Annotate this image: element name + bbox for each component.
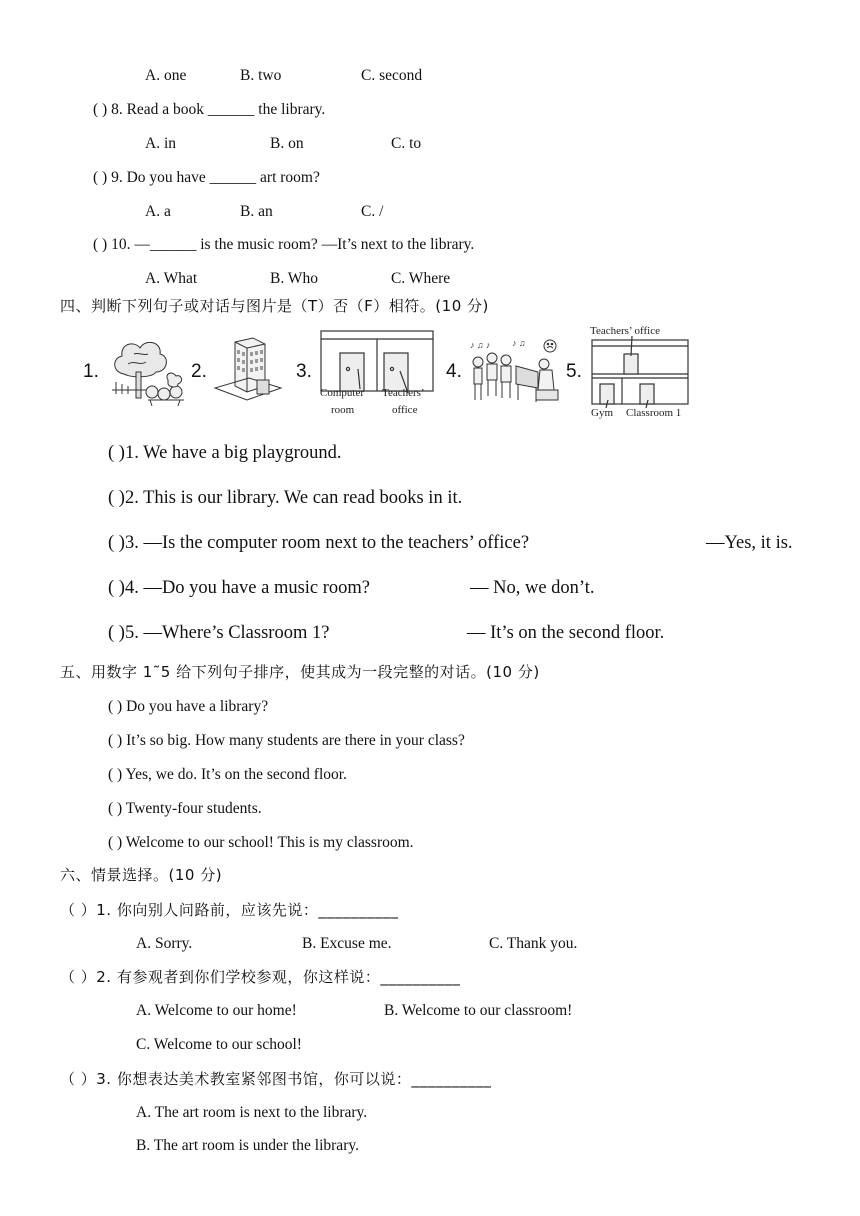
picture-number-4: 4. bbox=[446, 361, 462, 382]
q7-option-a: A. one bbox=[145, 67, 187, 84]
building-picture bbox=[213, 336, 283, 404]
part6-q1-option-a: A. Sorry. bbox=[136, 935, 193, 952]
part4-item-4-answer: — No, we don’t. bbox=[470, 578, 595, 598]
part5-item-1: ( ) Do you have a library? bbox=[108, 698, 269, 715]
q9-option-c: C. / bbox=[361, 203, 384, 220]
part6-q2-option-b: B. Welcome to our classroom! bbox=[384, 1002, 573, 1019]
rooms-picture bbox=[318, 329, 438, 419]
q8-option-b: B. on bbox=[270, 135, 304, 152]
q10-question: ( ) 10. —______ is the music room? —It’s next to the library. bbox=[93, 236, 475, 253]
part6-q3: （ ）3. 你想表达美术教室紧邻图书馆，你可以说：__________ bbox=[60, 1070, 492, 1088]
pic3-label-office: office bbox=[392, 404, 418, 416]
trees-picture bbox=[108, 334, 190, 408]
part4-heading: 四、判断下列句子或对话与图片是（T）否（F）相符。(10 分) bbox=[60, 297, 489, 315]
pic3-label-room: room bbox=[331, 404, 355, 416]
q8-option-a: A. in bbox=[145, 135, 176, 152]
picture-number-3: 3. bbox=[296, 361, 312, 382]
part4-item-5: ( )5. —Where’s Classroom 1? bbox=[108, 623, 330, 643]
q9-option-b: B. an bbox=[240, 203, 273, 220]
q7-option-c: C. second bbox=[361, 67, 423, 84]
q8-option-c: C. to bbox=[391, 135, 422, 152]
part6-q1-option-c: C. Thank you. bbox=[489, 935, 578, 952]
pic5-label-classroom: Classroom 1 bbox=[626, 407, 682, 419]
music-picture bbox=[466, 336, 562, 408]
part4-item-5-answer: — It’s on the second floor. bbox=[467, 623, 665, 643]
part6-q1-option-b: B. Excuse me. bbox=[302, 935, 392, 952]
part5-item-3: ( ) Yes, we do. It’s on the second floor. bbox=[108, 766, 347, 783]
picture-number-2: 2. bbox=[191, 361, 207, 382]
part6-q3-option-a: A. The art room is next to the library. bbox=[136, 1104, 368, 1121]
svg-text:♪ ♫ ♪: ♪ ♫ ♪ bbox=[470, 340, 491, 350]
part6-q3-option-b: B. The art room is under the library. bbox=[136, 1137, 359, 1154]
pic5-label-gym: Gym bbox=[591, 407, 613, 419]
pic3-label-teachers: Teachers’ bbox=[382, 387, 425, 399]
part4-item-2: ( )2. This is our library. We can read books in it. bbox=[108, 488, 463, 508]
q10-option-a: A. What bbox=[145, 270, 198, 287]
q10-option-c: C. Where bbox=[391, 270, 451, 287]
q9-option-a: A. a bbox=[145, 203, 171, 220]
q10-option-b: B. Who bbox=[270, 270, 318, 287]
part6-q2-option-a: A. Welcome to our home! bbox=[136, 1002, 297, 1019]
part4-item-4: ( )4. —Do you have a music room? bbox=[108, 578, 371, 598]
part6-q2-option-c: C. Welcome to our school! bbox=[136, 1036, 302, 1053]
q9-question: ( ) 9. Do you have ______ art room? bbox=[93, 169, 320, 186]
part4-item-3: ( )3. —Is the computer room next to the teachers’ office? bbox=[108, 533, 530, 553]
part4-item-3-answer: —Yes, it is. bbox=[706, 533, 793, 553]
part6-q2: （ ）2. 有参观者到你们学校参观，你这样说：__________ bbox=[60, 968, 461, 986]
part6-heading: 六、情景选择。(10 分) bbox=[60, 866, 223, 884]
svg-text:♪ ♫: ♪ ♫ bbox=[512, 338, 526, 348]
q7-option-b: B. two bbox=[240, 67, 282, 84]
part5-item-4: ( ) Twenty-four students. bbox=[108, 800, 262, 817]
part5-heading: 五、用数字 1˜5 给下列句子排序，使其成为一段完整的对话。(10 分) bbox=[60, 663, 540, 681]
q8-question: ( ) 8. Read a book ______ the library. bbox=[93, 101, 326, 118]
pic3-label-computer: Computer bbox=[320, 387, 364, 399]
picture-number-1: 1. bbox=[83, 361, 99, 382]
picture-number-5: 5. bbox=[566, 361, 582, 382]
pic5-label-teachers-office: Teachers’ office bbox=[590, 325, 660, 337]
part5-item-2: ( ) It’s so big. How many students are there in your class? bbox=[108, 732, 465, 749]
part5-item-5: ( ) Welcome to our school! This is my classroom. bbox=[108, 834, 414, 851]
part4-item-1: ( )1. We have a big playground. bbox=[108, 443, 342, 463]
part6-q1: （ ）1. 你向别人问路前，应该先说：__________ bbox=[60, 901, 399, 919]
floor-plan-picture bbox=[588, 322, 692, 420]
